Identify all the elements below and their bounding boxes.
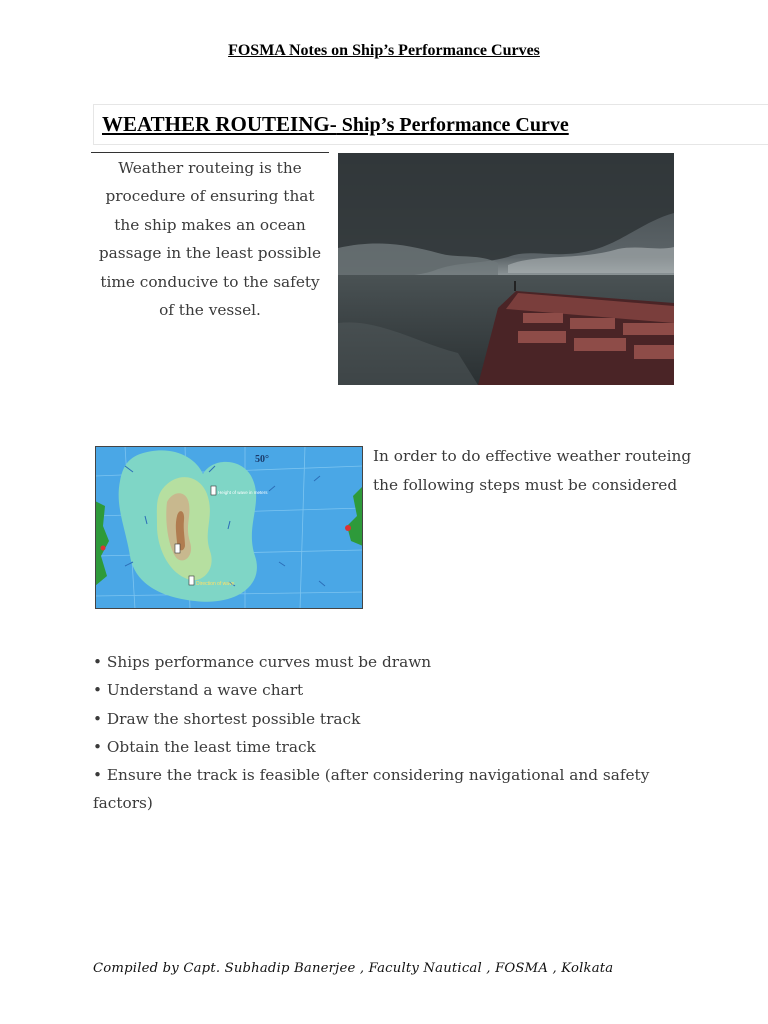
wave-chart-map xyxy=(95,446,363,609)
intro-top-rule xyxy=(91,152,329,153)
list-item: • Obtain the least time track xyxy=(93,737,316,756)
wave-chart-direction-label: Direction of wave xyxy=(196,581,235,587)
intro-paragraph: Weather routeing is the procedure of ensuring that the ship makes an ocean passage in the least possible time conducive to the safety of the vessel. xyxy=(98,159,322,320)
page-footer: Compiled by Capt. Subhadip Banerjee , Faculty Nautical , FOSMA , Kolkata xyxy=(93,961,614,976)
steps-intro-paragraph: In order to do effective weather routeing the following steps must be considered xyxy=(373,447,692,494)
wave-chart-height-label: Height of wave in meters xyxy=(218,490,268,495)
section-title-sub: Ship’s Performance Curve xyxy=(336,114,569,136)
list-item: • Ships performance curves must be drawn xyxy=(93,653,432,671)
list-item: • Draw the shortest possible track xyxy=(93,709,361,728)
section-title-main: WEATHER ROUTEING- xyxy=(102,112,337,136)
list-item: • Ensure the track is feasible (after considering navigational and safety factors) xyxy=(93,766,650,813)
wave-chart-latitude-label: 50° xyxy=(255,454,269,465)
page-header: FOSMA Notes on Ship’s Performance Curves xyxy=(228,42,540,59)
list-item: • Understand a wave chart xyxy=(93,681,304,700)
storm-ship-photo xyxy=(338,153,674,385)
section-title xyxy=(102,112,569,137)
steps-list xyxy=(93,648,653,818)
